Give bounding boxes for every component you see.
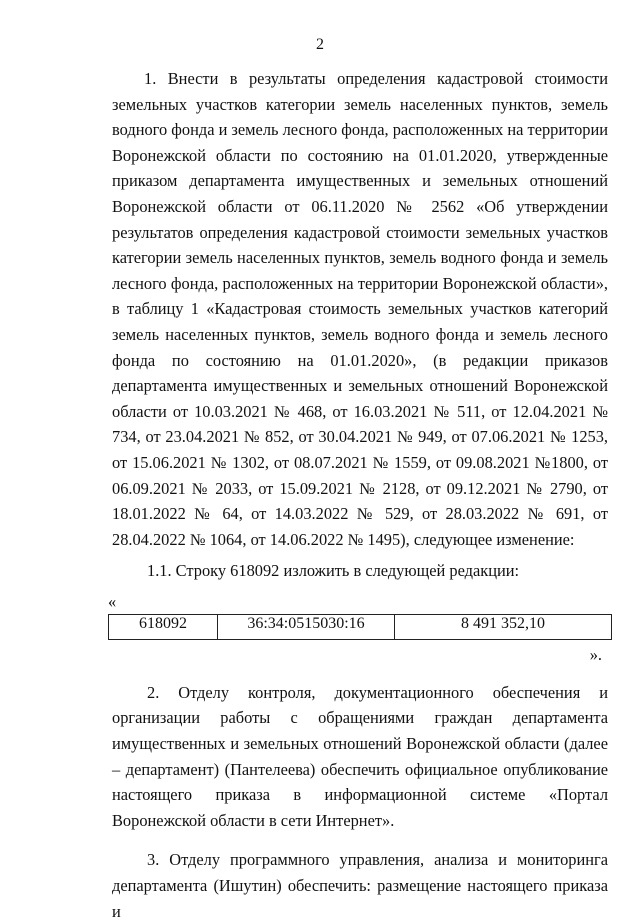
table-row — [109, 614, 612, 639]
document-body — [108, 66, 609, 924]
table-cell-number: 618092 — [109, 614, 218, 639]
paragraph-1: 1. Внести в результаты определения кадастровой стоимости земельных участков категории земель населенных пунктов, земель водного фонда и земель лесного фонда, расположенных на территории Воронежской области по состоянию на 01.01.2020, утвержденные приказом департамента имущественных и земельных отношений Воронежской области от 06.11.2020 № 2562 «Об утверждении результатов определения кадастровой стоимости земельных участков категории земель населенных пунктов, земель водного фонда и земель лесного фонда, расположенных на территории Воронежской области», в таблицу 1 «Кадастровая стоимость земельных участков категорий земель населенных пунктов, земель водного фонда и земель лесного фонда по состоянию на 01.01.2020», (в редакции приказов департамента имущественных и земельных отношений Воронежской области от 10.03.2021 № 468, от 16.03.2021 № 511, от 12.04.2021 № 734, от 23.04.2021 № 852, от 30.04.2021 № 949, от 07.06.2021 № 1253, от 15.06.2021 № 1302, от 08.07.2021 № 1559, от 09.08.2021 №1800, от 06.09.2021 № 2033, от 15.09.2021 № 2128, от 09.12.2021 № 2790, от 18.01.2022 № 64, от 14.03.2022 № 529, от 28.03.2022 № 691, от 28.04.2022 № 1064, от 14.06.2022 № 1495), следующее изменение: — [112, 69, 609, 549]
paragraph-3: 3. Отделу программного управления, анализа и мониторинга департамента (Ишутин) обеспечить: размещение настоящего приказа и — [112, 850, 608, 921]
open-quote: « — [108, 591, 117, 611]
table-cell-value: 8 491 352,10 — [395, 614, 612, 639]
table-cell-cadastral-id: 36:34:0515030:16 — [218, 614, 395, 639]
close-quote: ». — [589, 644, 602, 664]
paragraph-1-1: 1.1. Строку 618092 изложить в следующей редакции: — [147, 561, 520, 581]
page-number: 2 — [316, 36, 324, 53]
cadastral-value-table — [108, 614, 612, 640]
paragraph-2: 2. Отделу контроля, документационного обеспечения и организации работы с обращениями граждан департамента имущественных и земельных отношений Воронежской области (далее – департамент) (Пантелеева) обеспечить официальное опубликование настоящего приказа в информационной системе «Портал Воронежской области в сети Интернет». — [112, 682, 608, 830]
